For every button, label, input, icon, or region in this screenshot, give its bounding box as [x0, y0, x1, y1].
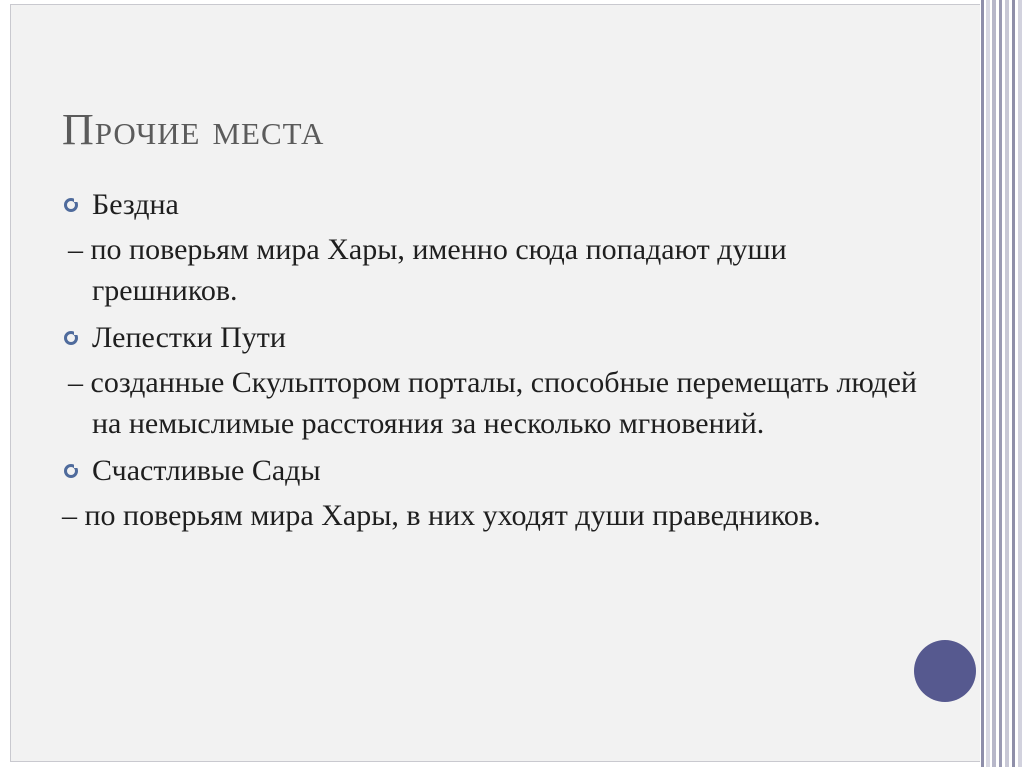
slide-content — [62, 184, 922, 542]
ring-bullet-icon — [64, 198, 78, 212]
item-heading-text: Лепестки Пути — [92, 321, 286, 354]
decorative-stripe — [981, 0, 984, 767]
decorative-stripe — [1005, 0, 1009, 767]
list-item-heading — [62, 317, 922, 358]
ring-bullet-icon — [64, 464, 78, 478]
item-heading-text: Бездна — [92, 188, 179, 221]
decorative-stripe — [986, 0, 990, 767]
decorative-stripe — [999, 0, 1002, 767]
item-heading-text: Счастливые Сады — [92, 454, 321, 487]
decorative-stripe — [992, 0, 996, 767]
circle-decoration — [914, 640, 976, 702]
item-description: – созданные Скульптором порталы, способные перемещать людей на немыслимые расстояния за несколько мгновений. — [68, 366, 917, 440]
item-description: – по поверьям мира Хары, именно сюда попадают души грешников. — [68, 233, 787, 307]
list-item-heading — [62, 184, 922, 225]
list-item-heading — [62, 450, 922, 491]
decorative-stripe — [1012, 0, 1015, 767]
ring-bullet-icon — [64, 331, 78, 345]
slide-title: Прочие места — [62, 105, 325, 154]
decorative-stripe — [1018, 0, 1022, 767]
item-description: – по поверьям мира Хары, в них уходят души праведников. — [62, 499, 821, 532]
